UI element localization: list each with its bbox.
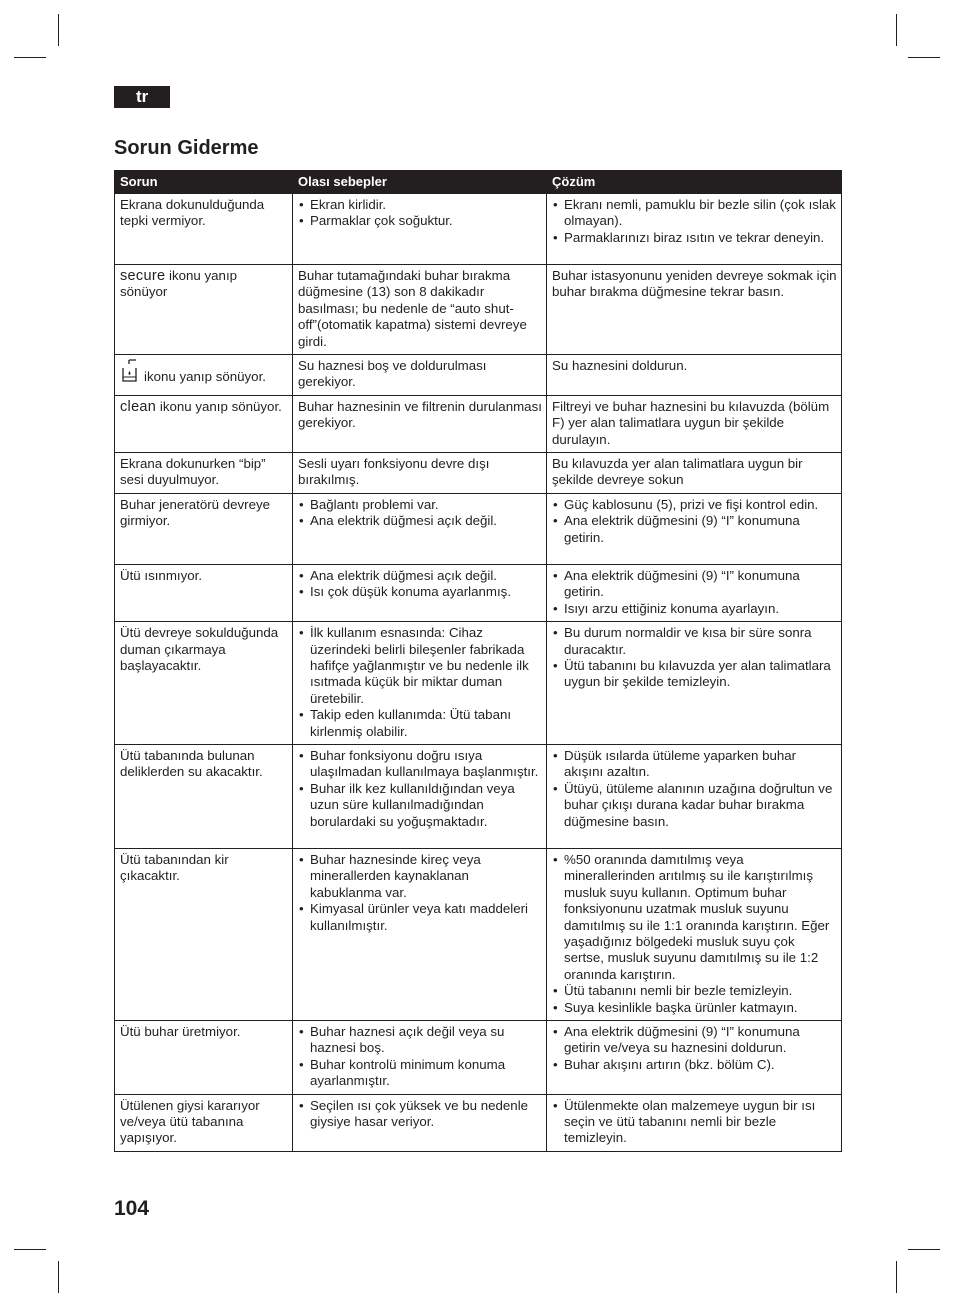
solution-text: Su haznesini doldurun. <box>552 358 688 374</box>
problem-cell <box>115 453 293 494</box>
problem-text <box>120 568 288 584</box>
solution-text: Filtreyi ve buhar haznesini bu kılavuzda (bölüm F) yer alan talimatlara uygun bir şekilde durulayın. <box>552 398 830 447</box>
solution-list <box>552 1098 837 1147</box>
cause-text: Sesli uyarı fonksiyonu devre dışı bırakılmış. <box>298 456 490 488</box>
problem-cell <box>115 493 293 564</box>
cause-item: • İlk kullanım esnasında: Cihaz üzerindeki belirli bileşenler fabrikada hafifçe yağlanmıştır ve bu nedenle ilk ısıtmada küçük bir miktar duman üretebilir. <box>298 625 542 707</box>
problem-cell <box>115 265 293 355</box>
solution-item: • %50 oranında damıtılmış veya minerallerinden arıtılmış su ile karıştırılmış musluk suyu kullanın. Optimum buhar fonksiyonunu uzatmak musluk suyunu damıtılmış su ile 1:1 oranında karıştırın. Eğer yaşadığınız bölgedeki musluk suyu çok sertse, musluk suyunu damıtılmış su ile 1:2 oranında karıştırın. <box>552 852 837 983</box>
cause-item: • Buhar haznesinde kireç veya minerallerden kaynaklanan kabuklanma var. <box>298 852 542 901</box>
cause-item: • Buhar haznesi açık değil veya su haznesi boş. <box>298 1024 542 1057</box>
brand-label: secure <box>120 268 166 284</box>
cause-item: • Takip eden kullanımda: Ütü tabanı kirlenmiş olabilir. <box>298 707 542 740</box>
solution-cell <box>547 395 842 452</box>
causes-cell <box>293 622 547 745</box>
solution-item: • Suya kesinlikle başka ürünler katmayın. <box>552 1000 837 1016</box>
cause-list <box>298 852 542 934</box>
crop-mark <box>896 14 897 46</box>
problem-cell <box>115 194 293 265</box>
table-row <box>115 744 842 848</box>
solution-list <box>552 748 837 830</box>
problem-text <box>120 1098 288 1147</box>
crop-mark <box>908 57 940 58</box>
problem-text <box>120 748 288 781</box>
cause-item: • Kimyasal ürünler veya katı maddeleri kullanılmıştır. <box>298 901 542 934</box>
table-row <box>115 355 842 396</box>
problem-text <box>120 358 288 388</box>
causes-cell <box>293 848 547 1020</box>
problem-text <box>120 852 288 885</box>
causes-cell <box>293 1094 547 1151</box>
problem-label: Ütü tabanında bulunan deliklerden su akacaktır. <box>120 747 263 780</box>
brand-label: clean <box>120 398 157 415</box>
cause-item: • Buhar fonksiyonu doğru ısıya ulaşılmadan kullanılmaya başlanmıştır. <box>298 748 542 781</box>
solution-cell <box>547 1094 842 1151</box>
cause-item: • Seçilen ısı çok yüksek ve bu nedenle giysiye hasar veriyor. <box>298 1098 542 1131</box>
cause-item: • Buhar ilk kez kullanıldığından veya uzun süre kullanılmadığından borulardaki su yoğuşmaktadır. <box>298 781 542 830</box>
problem-label: Ütülenen giysi kararıyor ve/veya ütü tabanına yapışıyor. <box>120 1097 260 1146</box>
causes-cell <box>293 395 547 452</box>
problem-cell <box>115 564 293 621</box>
crop-mark <box>14 57 46 58</box>
problem-text <box>120 197 288 230</box>
solution-cell <box>547 493 842 564</box>
solution-list <box>552 568 837 617</box>
solution-item: • Ütüyü, ütüleme alanının uzağına doğrultun ve buhar çıkışı durana kadar buhar bırakma düğmesine basın. <box>552 781 837 830</box>
table-header-row <box>115 171 842 194</box>
solution-cell <box>547 453 842 494</box>
solution-cell <box>547 1021 842 1095</box>
problem-cell <box>115 744 293 848</box>
cause-list <box>298 748 542 830</box>
solution-item: • Ütülenmekte olan malzemeye uygun bir ısı seçin ve ütü tabanını nemli bir bezle temizleyin. <box>552 1098 837 1147</box>
problem-label: Ekrana dokunurken “bip” sesi duyulmuyor. <box>120 456 266 488</box>
solution-item: • Düşük ısılarda ütüleme yaparken buhar akışını azaltın. <box>552 748 837 781</box>
problem-label: ikonu yanıp sönüyor. <box>156 398 282 414</box>
solution-list <box>552 497 837 546</box>
cause-item: • Ekran kirlidir. <box>298 197 542 213</box>
solution-cell <box>547 848 842 1020</box>
table-row <box>115 194 842 265</box>
table-row <box>115 1021 842 1095</box>
solution-item: • Ana elektrik düğmesini (9) “I” konumuna getirin. <box>552 568 837 601</box>
table-row <box>115 395 842 452</box>
solution-item: • Güç kablosunu (5), prizi ve fişi kontrol edin. <box>552 497 837 513</box>
table-row <box>115 1094 842 1151</box>
cause-item: • Isı çok düşük konuma ayarlanmış. <box>298 584 542 600</box>
table-row <box>115 453 842 494</box>
solution-item: • Ütü tabanını bu kılavuzda yer alan talimatlara uygun bir şekilde temizleyin. <box>552 658 837 691</box>
cause-text: Buhar haznesinin ve filtrenin durulanması gerekiyor. <box>298 398 542 431</box>
crop-mark <box>14 1249 46 1250</box>
cause-item: • Buhar kontrolü minimum konuma ayarlanmıştır. <box>298 1057 542 1090</box>
solution-text: Bu kılavuzda yer alan talimatlara uygun bir şekilde devreye sokun <box>552 456 803 488</box>
language-tab: tr <box>114 86 170 108</box>
problem-cell <box>115 355 293 396</box>
cause-item: • Ana elektrik düğmesi açık değil. <box>298 513 542 529</box>
solution-item: • Isıyı arzu ettiğiniz konuma ayarlayın. <box>552 601 837 617</box>
problem-text <box>120 268 288 301</box>
solution-cell <box>547 265 842 355</box>
cause-text: Buhar tutamağındaki buhar bırakma düğmesine (13) son 8 dakikadır basılması; bu nedenle de “auto shut-off”(otomatik kapatma) sistemi devreye girdi. <box>298 268 527 349</box>
solution-list <box>552 197 837 246</box>
solution-list <box>552 1024 837 1073</box>
causes-cell <box>293 265 547 355</box>
problem-cell <box>115 395 293 452</box>
causes-cell <box>293 1021 547 1095</box>
crop-mark <box>58 1261 59 1293</box>
causes-cell <box>293 493 547 564</box>
problem-text <box>120 1024 288 1040</box>
problem-text <box>120 497 288 530</box>
cause-item: • Bağlantı problemi var. <box>298 497 542 513</box>
problem-label: Ütü tabanından kir çıkacaktır. <box>120 851 229 884</box>
solution-item: • Ütü tabanını nemli bir bezle temizleyin. <box>552 983 837 999</box>
cause-list <box>298 625 542 740</box>
problem-cell <box>115 622 293 745</box>
cause-text: Su haznesi boş ve doldurulması gerekiyor. <box>298 358 487 390</box>
solution-cell <box>547 355 842 396</box>
cause-item: • Ana elektrik düğmesi açık değil. <box>298 568 542 584</box>
problem-label: Ekrana dokunulduğunda tepki vermiyor. <box>120 197 265 229</box>
column-header-problem: Sorun <box>115 171 293 194</box>
problem-label: Ütü devreye sokulduğunda duman çıkarmaya başlayacaktır. <box>120 625 279 673</box>
page-number: 104 <box>114 1197 150 1220</box>
solution-cell <box>547 194 842 265</box>
page-title: Sorun Giderme <box>114 137 259 159</box>
column-header-causes: Olası sebepler <box>293 171 547 194</box>
troubleshooting-table <box>114 170 842 1152</box>
crop-mark <box>58 14 59 46</box>
cause-item: • Parmaklar çok soğuktur. <box>298 213 542 229</box>
cause-list <box>298 497 542 530</box>
water-tank-icon <box>120 358 140 388</box>
solution-item: • Ana elektrik düğmesini (9) “I” konumuna getirin. <box>552 513 837 546</box>
solution-text: Buhar istasyonunu yeniden devreye sokmak için buhar bırakma düğmesine tekrar basın. <box>552 268 837 300</box>
problem-text <box>120 399 288 415</box>
crop-mark <box>908 1249 940 1250</box>
solution-list <box>552 852 837 1016</box>
problem-text <box>120 456 288 489</box>
solution-cell <box>547 622 842 745</box>
causes-cell <box>293 453 547 494</box>
solution-item: • Parmaklarınızı biraz ısıtın ve tekrar deneyin. <box>552 230 837 246</box>
problem-cell <box>115 1021 293 1095</box>
causes-cell <box>293 744 547 848</box>
causes-cell <box>293 355 547 396</box>
table-row <box>115 265 842 355</box>
solution-cell <box>547 744 842 848</box>
column-header-solution: Çözüm <box>547 171 842 194</box>
crop-mark <box>896 1261 897 1293</box>
solution-item: • Ekranı nemli, pamuklu bir bezle silin (çok ıslak olmayan). <box>552 197 837 230</box>
solution-item: • Ana elektrik düğmesini (9) “I” konumuna getirin ve/veya su haznesini doldurun. <box>552 1024 837 1057</box>
table-row <box>115 848 842 1020</box>
table-row <box>115 493 842 564</box>
problem-label: ikonu yanıp sönüyor <box>120 268 238 300</box>
cause-list <box>298 197 542 230</box>
cause-list <box>298 1024 542 1090</box>
problem-cell <box>115 1094 293 1151</box>
problem-label: Ütü buhar üretmiyor. <box>120 1024 241 1039</box>
table-row <box>115 564 842 621</box>
problem-cell <box>115 848 293 1020</box>
solution-item: • Bu durum normaldir ve kısa bir süre sonra duracaktır. <box>552 625 837 658</box>
cause-list <box>298 1098 542 1131</box>
problem-label: Buhar jeneratörü devreye girmiyor. <box>120 496 271 529</box>
solution-item: • Buhar akışını artırın (bkz. bölüm C). <box>552 1057 837 1073</box>
solution-list <box>552 625 837 691</box>
problem-label: Ütü ısınmıyor. <box>120 567 203 583</box>
solution-cell <box>547 564 842 621</box>
causes-cell <box>293 194 547 265</box>
problem-label: ikonu yanıp sönüyor. <box>144 369 266 385</box>
problem-text <box>120 625 288 674</box>
table-row <box>115 622 842 745</box>
cause-list <box>298 568 542 601</box>
causes-cell <box>293 564 547 621</box>
